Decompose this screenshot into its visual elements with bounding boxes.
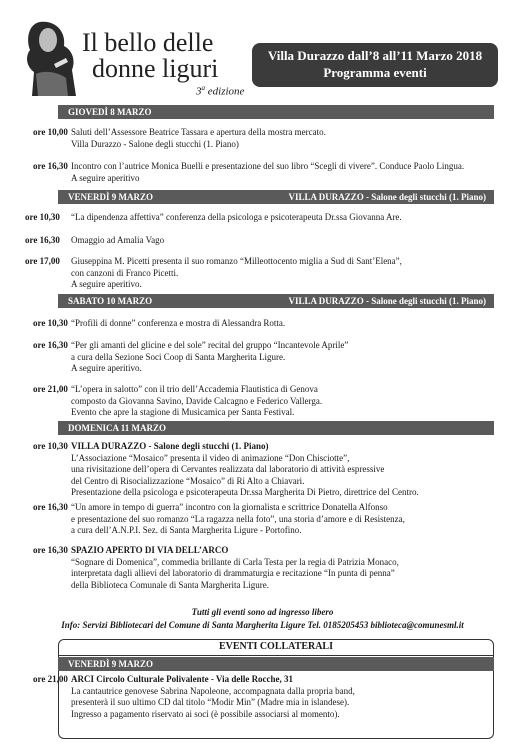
day-bar-sunday: DOMENICA 11 MARZO bbox=[58, 421, 494, 435]
contact-info: Info: Servizi Bibliotecari del Comune di Santa Margherita Ligure Tel. 0185205453 biblioteca@comunesml.it bbox=[61, 620, 464, 630]
day-bar-friday: VENERDÌ 9 MARZO VILLA DURAZZO - Salone degli stucchi (1. Piano) bbox=[58, 190, 494, 204]
day-bar-collateral: VENERDÌ 9 MARZO bbox=[58, 657, 494, 671]
edition-label: 3$^a$ edizione bbox=[196, 84, 245, 98]
woman-portrait-illustration bbox=[18, 14, 78, 96]
day-bar-thursday: GIOVEDÌ 8 MARZO bbox=[58, 105, 494, 119]
divider bbox=[58, 655, 494, 656]
program-banner: Villa Durazzo dall’8 all’11 Marzo 2018 Programma eventi bbox=[252, 43, 498, 87]
day-bar-saturday: SABATO 10 MARZO VILLA DURAZZO - Salone degli stucchi (1. Piano) bbox=[58, 294, 494, 308]
collateral-title: EVENTI COLLATERALI bbox=[218, 641, 333, 652]
event-title: Il bello delle donne liguri bbox=[82, 28, 219, 83]
free-entry-note: Tutti gli eventi sono ad ingresso libero bbox=[191, 607, 334, 617]
